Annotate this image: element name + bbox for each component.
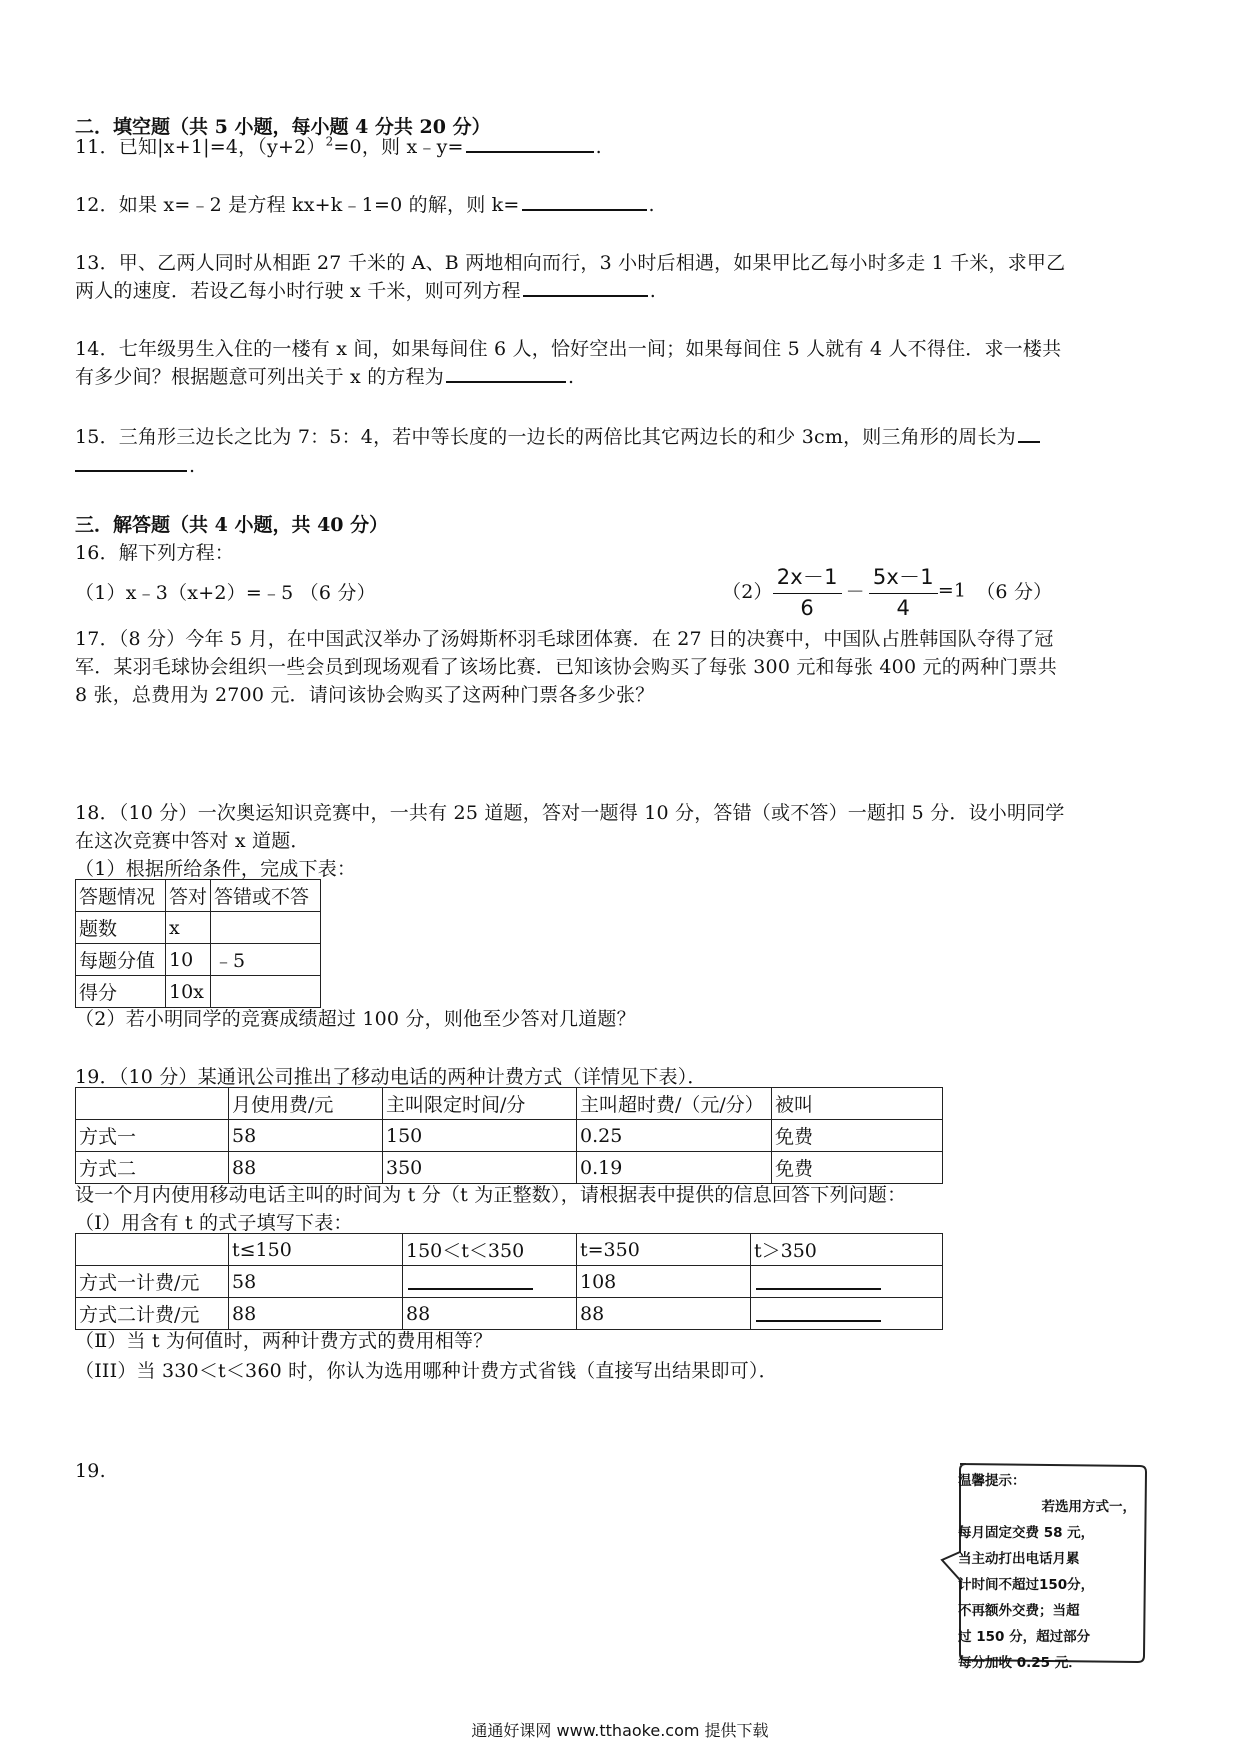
fraction-1 <box>773 561 842 620</box>
tip-title: 温馨提示： <box>958 1473 1026 1489</box>
table-cell: 88 <box>229 1298 403 1330</box>
table-cell: 58 <box>229 1120 383 1152</box>
question-11 <box>75 132 602 159</box>
q16-part2-score: （6 分） <box>976 581 1053 603</box>
table-row <box>76 880 321 912</box>
question-19-line-1: 19．（10 分）某通讯公司推出了移动电话的两种计费方式（详情见下表）． <box>75 1066 707 1088</box>
table-row <box>76 1234 943 1266</box>
quiz-score-table <box>75 879 321 1008</box>
table-cell: 88 <box>403 1298 577 1330</box>
question-18-part-1: （1）根据所给条件，完成下表： <box>75 858 357 880</box>
q15-line1-text: 15．三角形三边长之比为 7：5：4，若中等长度的一边长的两倍比其它两边长的和少 3cm，则三角形的周长为 <box>75 426 1016 448</box>
q13-line2-text: 两人的速度．若设乙每小时行驶 x 千米，则可列方程 <box>75 280 521 302</box>
table-cell: t=350 <box>577 1234 751 1266</box>
tip-line: 每月固定交费 58 元， <box>958 1525 1095 1541</box>
q12-answer-blank[interactable] <box>522 191 647 211</box>
table-cell[interactable] <box>76 1234 229 1266</box>
question-17-line-1: 17．（8 分）今年 5 月，在中国武汉举办了汤姆斯杯羽毛球团体赛．在 27 日的决赛中，中国队占胜韩国队夺得了冠 <box>75 628 1054 650</box>
tip-line: 不再额外交费；当超 <box>958 1603 1080 1619</box>
table-cell: 得分 <box>76 976 166 1008</box>
tip-line: 当主动打出电话月累 <box>958 1551 1080 1567</box>
billing-plans-table <box>75 1087 943 1184</box>
table-row <box>76 1298 943 1330</box>
q14-line2-text: 有多少间？根据题意可列出关于 x 的方程为 <box>75 366 444 388</box>
q15-end: . <box>189 455 196 477</box>
question-14-line-1: 14．七年级男生入住的一楼有 x 间，如果每间住 6 人，恰好空出一间；如果每间住 5 人就有 4 人不得住．求一楼共 <box>75 338 1062 360</box>
question-19-part-3: （III）当 330＜t＜360 时，你认为选用哪种计费方式省钱（直接写出结果即可）． <box>75 1360 778 1382</box>
table-cell: 58 <box>229 1266 403 1298</box>
table-cell: 免费 <box>772 1120 943 1152</box>
table-cell[interactable] <box>76 1088 229 1120</box>
table-cell[interactable] <box>403 1266 577 1298</box>
minus-sign: － <box>845 581 865 603</box>
table-cell: 题数 <box>76 912 166 944</box>
page-footer: 通通好课网 www.tthaoke.com 提供下载 <box>471 1721 769 1740</box>
fraction-1-denominator: 6 <box>800 596 814 620</box>
q14-answer-blank[interactable] <box>446 363 566 383</box>
table-cell: 350 <box>383 1152 577 1184</box>
q11-sup: 2 <box>325 134 334 149</box>
q15-answer-blank-start[interactable] <box>1018 423 1040 443</box>
tip-line: 计时间不超过150分， <box>958 1577 1095 1593</box>
question-18-line-1: 18．（10 分）一次奥运知识竞赛中，一共有 25 道题，答对一题得 10 分，答错（或不答）一题扣 5 分．设小明同学 <box>75 802 1065 824</box>
table-cell: 0.25 <box>577 1120 772 1152</box>
table-row <box>76 1266 943 1298</box>
question-16-title: 16．解下列方程： <box>75 542 234 564</box>
table-row <box>76 1120 943 1152</box>
section-2-title: 二．填空题（共 5 小题，每小题 4 分共 20 分） <box>75 116 491 138</box>
table-cell: 88 <box>229 1152 383 1184</box>
table-cell: 答题情况 <box>76 880 166 912</box>
question-15-line-2 <box>75 452 195 477</box>
tip-line: 每分加收 0.25 元． <box>958 1655 1082 1671</box>
table-cell: 月使用费/元 <box>229 1088 383 1120</box>
tip-line: 过 150 分，超过部分 <box>958 1629 1091 1645</box>
tip-text-block <box>958 1468 1136 1676</box>
table-cell: 150＜t＜350 <box>403 1234 577 1266</box>
table-cell: 答错或不答 <box>211 880 321 912</box>
table-cell: 10x <box>166 976 211 1008</box>
question-13-line-2 <box>75 276 656 303</box>
question-16-part-1: （1）x﹣3（x+2）=﹣5 （6 分） <box>75 582 376 604</box>
tip-lines <box>958 1494 1136 1676</box>
table-cell[interactable] <box>751 1298 943 1330</box>
table-cell: 方式二计费/元 <box>76 1298 229 1330</box>
section-3-title: 三．解答题（共 4 小题，共 40 分） <box>75 514 389 536</box>
q16-part2-prefix: （2） <box>722 581 773 603</box>
question-17-line-2: 军．某羽毛球协会组织一些会员到现场观看了该场比赛．已知该协会购买了每张 300 元和每张 400 元的两种门票共 <box>75 656 1057 678</box>
question-14-line-2 <box>75 362 574 389</box>
table-row <box>76 944 321 976</box>
table-cell: 免费 <box>772 1152 943 1184</box>
q12-end: . <box>648 194 655 216</box>
question-16-part-2 <box>722 561 1052 620</box>
question-18-part-2: （2）若小明同学的竞赛成绩超过 100 分，则他至少答对几道题？ <box>75 1008 636 1030</box>
table-row <box>76 912 321 944</box>
tip-line: 若选用方式一， <box>1041 1499 1136 1515</box>
question-19-line-2: 设一个月内使用移动电话主叫的时间为 t 分（t 为正整数），请根据表中提供的信息回答下列问题： <box>75 1184 907 1206</box>
question-18-line-2: 在这次竞赛中答对 x 道题． <box>75 830 310 852</box>
fraction-1-numerator: 2x－1 <box>773 561 842 594</box>
table-row <box>76 976 321 1008</box>
table-cell[interactable] <box>211 912 321 944</box>
table-cell: 被叫 <box>772 1088 943 1120</box>
table-cell: 10 <box>166 944 211 976</box>
q11-text: 11．已知|x+1|=4，（y+2） <box>75 136 326 158</box>
table-cell: t＞350 <box>751 1234 943 1266</box>
q13-answer-blank[interactable] <box>523 277 648 297</box>
equals-one: =1 <box>937 579 967 602</box>
table-cell: 108 <box>577 1266 751 1298</box>
q11-rest: =0，则 x﹣y= <box>333 136 464 158</box>
table-cell: t≤150 <box>229 1234 403 1266</box>
q11-answer-blank[interactable] <box>466 133 594 153</box>
answer-blank[interactable] <box>408 1268 533 1290</box>
billing-formula-table <box>75 1233 943 1330</box>
table-cell: 每题分值 <box>76 944 166 976</box>
question-13-line-1: 13．甲、乙两人同时从相距 27 千米的 A、B 两地相向而行，3 小时后相遇，如果甲比乙每小时多走 1 千米，求甲乙 <box>75 252 1066 274</box>
question-12 <box>75 190 655 217</box>
table-cell: 方式一计费/元 <box>76 1266 229 1298</box>
answer-label-19: 19. <box>75 1460 106 1482</box>
fraction-2-denominator: 4 <box>896 596 911 620</box>
table-row <box>76 1088 943 1120</box>
table-cell: 方式一 <box>76 1120 229 1152</box>
table-cell[interactable] <box>211 976 321 1008</box>
table-cell: 主叫超时费/（元/分） <box>577 1088 772 1120</box>
table-cell: x <box>166 912 211 944</box>
q14-end: . <box>568 366 575 388</box>
question-15-line-1 <box>75 422 1042 449</box>
question-17-line-3: 8 张，总费用为 2700 元．请问该协会购买了这两种门票各多少张？ <box>75 684 655 706</box>
question-19-part-1: （Ⅰ）用含有 t 的式子填写下表： <box>75 1212 353 1234</box>
table-cell[interactable] <box>751 1266 943 1298</box>
q11-end: . <box>595 136 602 158</box>
table-cell: 0.19 <box>577 1152 772 1184</box>
answer-blank[interactable] <box>756 1268 881 1290</box>
table-cell: 答对 <box>166 880 211 912</box>
q15-answer-blank[interactable] <box>75 452 187 472</box>
fraction-2 <box>869 561 938 620</box>
table-cell: 88 <box>577 1298 751 1330</box>
table-cell: 主叫限定时间/分 <box>383 1088 577 1120</box>
answer-blank[interactable] <box>756 1300 881 1322</box>
table-cell: ﹣5 <box>211 944 321 976</box>
table-cell: 方式二 <box>76 1152 229 1184</box>
fraction-2-numerator: 5x－1 <box>869 561 938 594</box>
q12-text: 12．如果 x=﹣2 是方程 kx+k﹣1=0 的解，则 k= <box>75 194 520 216</box>
table-row <box>76 1152 943 1184</box>
q13-end: . <box>649 280 657 302</box>
table-cell: 150 <box>383 1120 577 1152</box>
question-19-part-2: （Ⅱ）当 t 为何值时，两种计费方式的费用相等？ <box>75 1330 493 1352</box>
